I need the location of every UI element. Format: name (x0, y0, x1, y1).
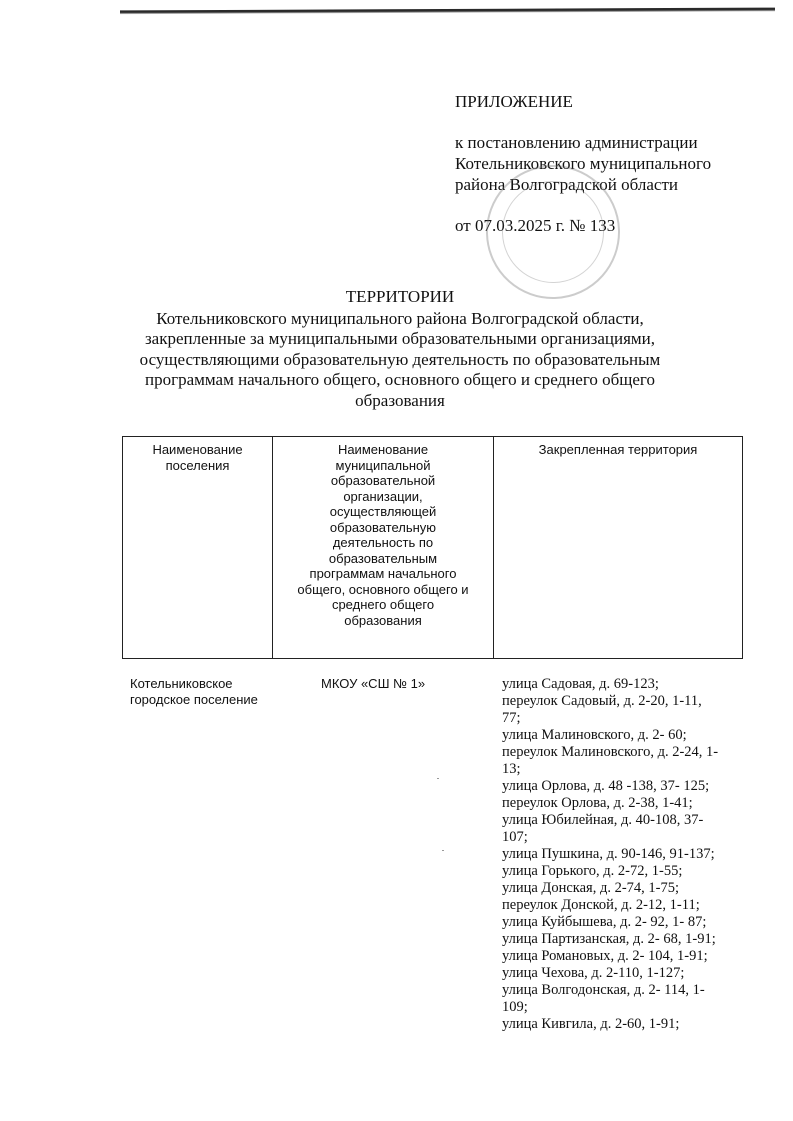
settlement-name: Котельниковское городское поселение (130, 676, 258, 707)
approval-line-2: Котельниковского муниципального (455, 154, 712, 173)
territory-item: 107; (502, 829, 528, 845)
territory-table-header (122, 436, 743, 659)
territory-item: переулок Донской, д. 2-12, 1-11; (502, 897, 700, 913)
territory-item: 109; (502, 999, 528, 1015)
territory-item: улица Кивгила, д. 2-60, 1-91; (502, 1016, 680, 1032)
scan-speck (437, 778, 439, 779)
title-heading: ТЕРРИТОРИИ (345, 287, 455, 306)
column-header-territory (494, 437, 743, 659)
title-line-2: закрепленные за муниципальными образовательными организациями, (144, 329, 656, 348)
approval-line-3: района Волгоградской области (455, 175, 678, 194)
approval-date: от 07.03.2025 г. № 133 (455, 216, 616, 235)
territory-item: 77; (502, 710, 521, 726)
column-header-organization (273, 437, 494, 659)
territory-item: улица Юбилейная, д. 40-108, 37- (502, 812, 704, 828)
territory-item: улица Романовых, д. 2- 104, 1-91; (502, 948, 708, 964)
column-header-settlement-text: Наименование поселения (152, 442, 243, 473)
territory-item: переулок Малиновского, д. 2-24, 1- (502, 744, 719, 760)
column-header-organization-text: Наименование муниципальной образовательной организации, осуществляющей образовательную деятельность по образовательным программам начального общего, основного общего и среднего общего образования (297, 442, 469, 628)
territory-item: улица Малиновского, д. 2- 60; (502, 727, 687, 743)
column-header-territory-text: Закрепленная территория (538, 442, 698, 457)
territory-item: 13; (502, 761, 521, 777)
territory-item: улица Чехова, д. 2-110, 1-127; (502, 965, 685, 981)
territory-item: улица Волгодонская, д. 2- 114, 1- (502, 982, 705, 998)
scan-top-edge (120, 8, 775, 15)
territory-item: переулок Орлова, д. 2-38, 1-41; (502, 795, 693, 811)
territory-item: улица Куйбышева, д. 2- 92, 1- 87; (502, 914, 707, 930)
approval-line-1: к постановлению администрации (455, 133, 698, 152)
territory-item: улица Партизанская, д. 2- 68, 1-91; (502, 931, 716, 947)
title-line-5: образования (355, 390, 445, 410)
territory-item: улица Орлова, д. 48 -138, 37- 125; (502, 778, 710, 794)
territory-item: улица Донская, д. 2-74, 1-75; (502, 880, 680, 896)
territory-item: улица Садовая, д. 69-123; (502, 676, 659, 692)
territory-item: улица Пушкина, д. 90-146, 91-137; (502, 846, 715, 862)
organization-name: МКОУ «СШ № 1» (321, 676, 426, 691)
territory-list (502, 676, 752, 1033)
title-line-4: программам начального общего, основного общего и среднего общего (145, 370, 655, 389)
title-line-1: Котельниковского муниципального района Волгоградской области, (156, 308, 644, 328)
territory-item: переулок Садовый, д. 2-20, 1-11, (502, 693, 702, 709)
scan-speck (442, 850, 444, 851)
column-header-settlement (123, 437, 273, 659)
territory-item: улица Горького, д. 2-72, 1-55; (502, 863, 683, 879)
document-title (120, 287, 680, 411)
title-line-3: осуществляющими образовательную деятельность по образовательным (139, 349, 661, 369)
appendix-label: ПРИЛОЖЕНИЕ (455, 92, 573, 111)
